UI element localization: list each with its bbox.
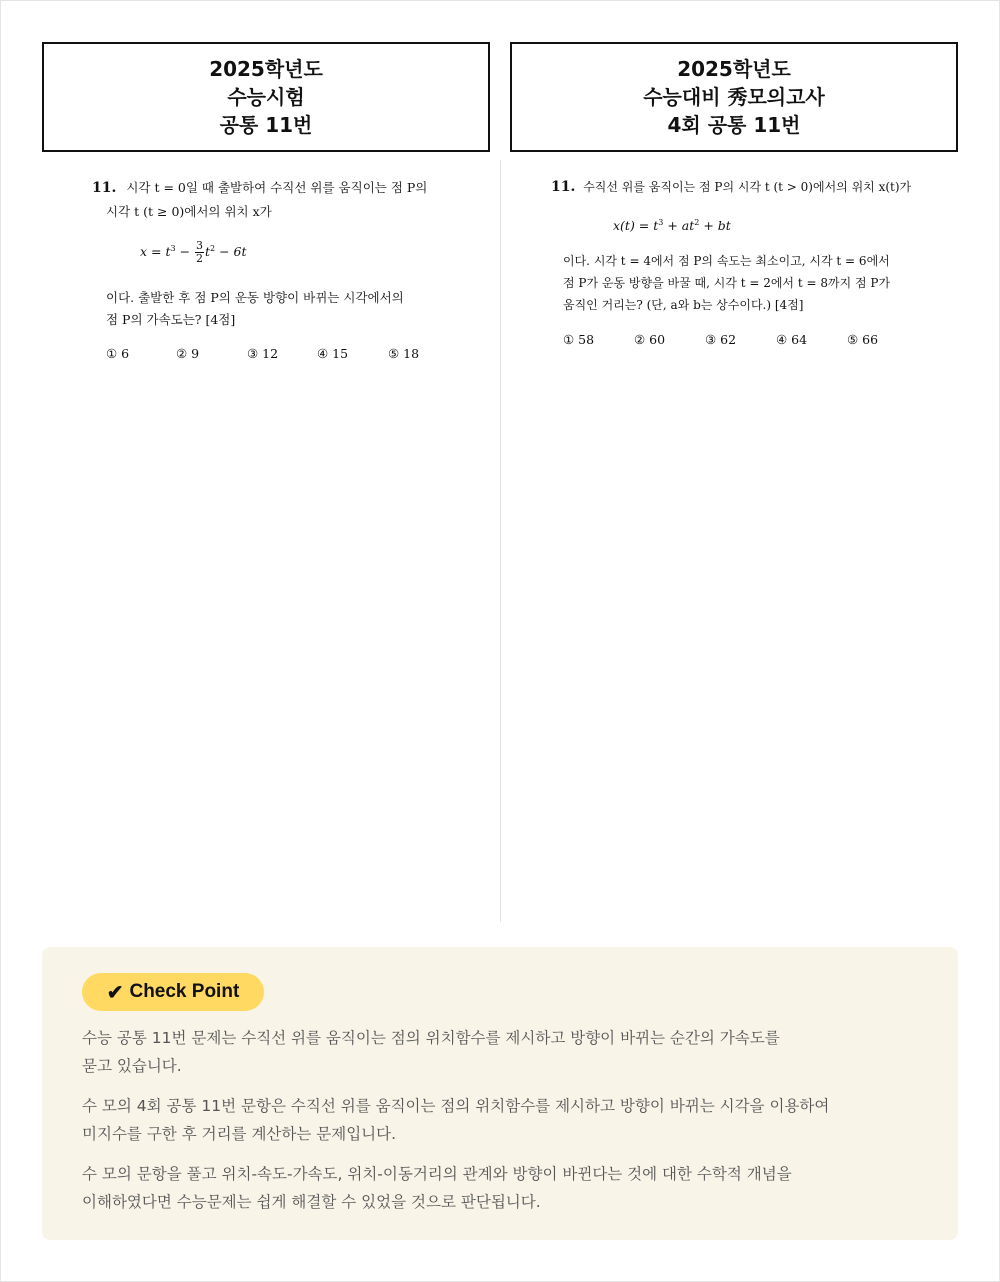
right-choice-1[interactable]: ① 58	[563, 332, 595, 347]
left-problem-line2: 시각 t (t ≥ 0)에서의 위치 x가	[106, 204, 272, 219]
check-paragraph-3-line1: 수 모의 문항을 풀고 위치-속도-가속도, 위치-이동거리의 관계와 방향이 바뀐다는 것에 대한 수학적 개념을	[82, 1165, 792, 1183]
right-problem-formula	[613, 218, 731, 233]
check-mark-icon: ✔	[106, 981, 124, 1004]
left-choice-5[interactable]: ⑤ 18	[388, 346, 420, 361]
formula-t2-exp: 2	[210, 243, 216, 253]
check-paragraph-1-line2: 묻고 있습니다.	[82, 1057, 182, 1075]
formula-a-exp: 3	[658, 218, 664, 227]
formula-b: + at	[663, 218, 695, 234]
left-choice-2[interactable]: ② 9	[176, 346, 200, 361]
right-problem-line3: 점 P가 운동 방향을 바꿀 때, 시각 t = 2에서 t = 8까지 점 P가	[563, 276, 891, 290]
right-header-box	[510, 42, 958, 152]
left-problem-line1: 시각 t = 0일 때 출발하여 수직선 위를 움직이는 점 P의	[126, 180, 428, 195]
right-problem-number: 11.	[551, 179, 576, 195]
right-problem	[551, 176, 951, 356]
right-choice-5[interactable]: ⑤ 66	[847, 332, 879, 347]
check-paragraph-1-line1: 수능 공통 11번 문제는 수직선 위를 움직이는 점의 위치함수를 제시하고 방향이 바뀌는 순간의 가속도를	[82, 1029, 780, 1047]
left-problem-formula	[140, 240, 247, 265]
left-header-question: 공통 11번	[219, 113, 313, 137]
right-header-exam: 수능대비 秀모의고사	[643, 85, 825, 109]
left-problem-number: 11.	[92, 180, 117, 196]
right-problem-line1: 수직선 위를 움직이는 점 P의 시각 t (t > 0)에서의 위치 x(t)가	[583, 180, 912, 194]
fraction-numerator: 3	[196, 239, 204, 252]
formula-rest: − 6t	[215, 244, 247, 259]
formula-lhs: x = t	[140, 244, 171, 259]
formula-b-exp: 2	[694, 218, 700, 227]
left-choice-1[interactable]: ① 6	[106, 346, 130, 361]
left-problem-line4: 점 P의 가속도는? [4점]	[106, 312, 236, 327]
formula-fraction	[195, 240, 204, 265]
left-problem-line3: 이다. 출발한 후 점 P의 운동 방향이 바뀌는 시각에서의	[106, 290, 404, 305]
right-problem-line4: 움직인 거리는? (단, a와 b는 상수이다.) [4점]	[563, 298, 804, 312]
right-problem-line2: 이다. 시각 t = 4에서 점 P의 속도는 최소이고, 시각 t = 6에서	[563, 254, 890, 268]
left-problem	[92, 176, 482, 376]
left-choice-3[interactable]: ③ 12	[247, 346, 279, 361]
formula-minus: −	[175, 244, 195, 259]
left-header-box	[42, 42, 490, 152]
formula-a: x(t) = t	[613, 218, 659, 234]
right-choice-4[interactable]: ④ 64	[776, 332, 808, 347]
right-header-year: 2025학년도	[677, 57, 791, 81]
left-header-exam: 수능시험	[227, 85, 305, 109]
check-point-panel	[42, 947, 958, 1240]
check-paragraph-3	[82, 1160, 882, 1216]
check-point-badge	[82, 973, 264, 1011]
check-point-label: Check Point	[129, 981, 240, 1002]
left-header-year: 2025학년도	[209, 57, 323, 81]
fraction-denominator: 2	[196, 252, 204, 265]
check-paragraph-2-line1: 수 모의 4회 공통 11번 문항은 수직선 위를 움직이는 점의 위치함수를 제시하고 방향이 바뀌는 시각을 이용하여	[82, 1097, 830, 1115]
formula-c: + bt	[699, 218, 731, 234]
formula-t2: t	[205, 244, 211, 259]
right-choice-3[interactable]: ③ 62	[705, 332, 737, 347]
formula-exp: 3	[170, 243, 176, 253]
check-paragraph-2	[82, 1092, 882, 1148]
left-choice-4[interactable]: ④ 15	[317, 346, 349, 361]
right-header-question: 4회 공통 11번	[667, 113, 801, 137]
column-divider	[500, 160, 501, 922]
check-paragraph-3-line2: 이해하였다면 수능문제는 쉽게 해결할 수 있었을 것으로 판단됩니다.	[82, 1193, 541, 1211]
right-choice-2[interactable]: ② 60	[634, 332, 666, 347]
check-paragraph-1	[82, 1024, 882, 1080]
check-paragraph-2-line2: 미지수를 구한 후 거리를 계산하는 문제입니다.	[82, 1125, 397, 1143]
